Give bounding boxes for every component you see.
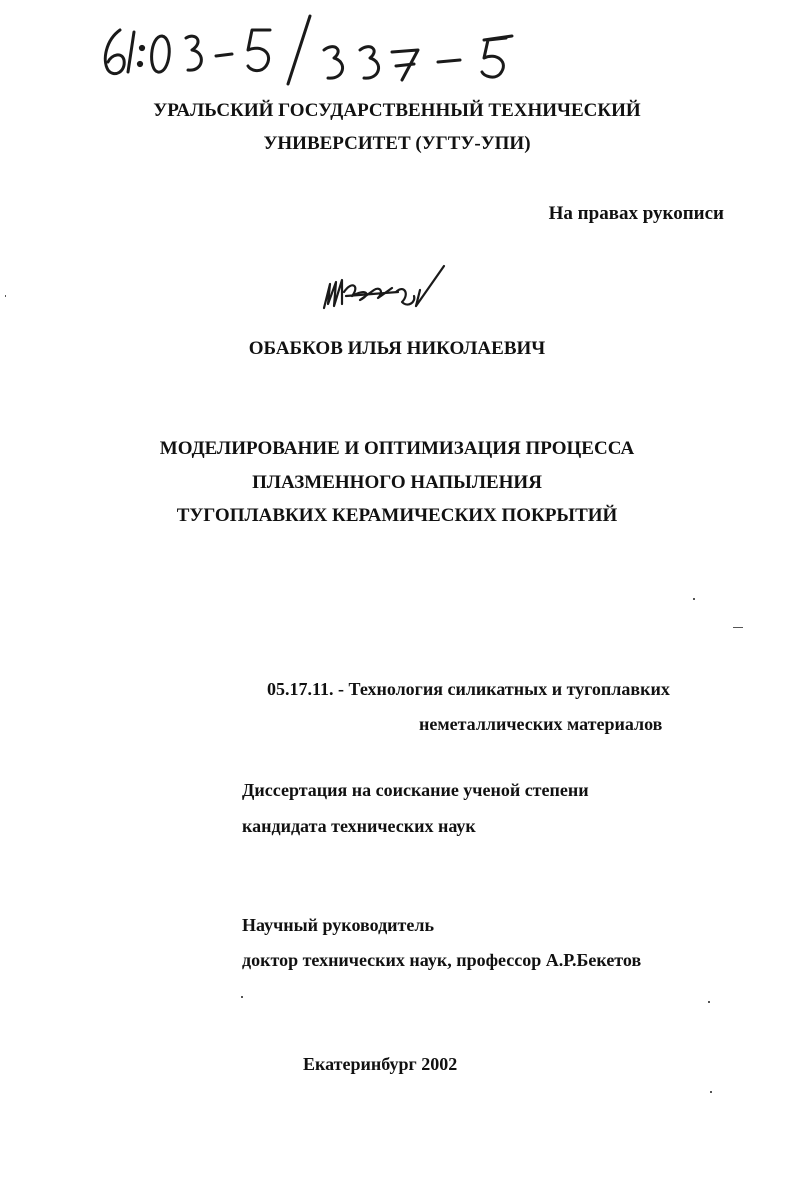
- scan-speck: [708, 1001, 710, 1003]
- degree-line-1: Диссертация на соискание ученой степени: [242, 780, 589, 800]
- specialty-line-2: неметаллических материалов: [419, 714, 663, 734]
- scan-speck: [5, 295, 6, 297]
- degree-line-2: кандидата технических наук: [242, 816, 476, 836]
- rights-note: На правах рукописи: [548, 203, 724, 224]
- institution-line-2: УНИВЕРСИТЕТ (УГТУ-УПИ): [263, 133, 531, 154]
- supervisor-label: Научный руководитель: [242, 915, 434, 935]
- handwritten-archive-number: [92, 10, 572, 90]
- author-name: ОБАБКОВ ИЛЬЯ НИКОЛАЕВИЧ: [248, 338, 546, 359]
- institution-line-1: УРАЛЬСКИЙ ГОСУДАРСТВЕННЫЙ ТЕХНИЧЕСКИЙ: [153, 100, 641, 121]
- specialty-line-1: 05.17.11. - Технология силикатных и тугоплавких: [267, 679, 670, 699]
- scan-speck: [710, 1091, 712, 1093]
- supervisor-name: доктор технических наук, профессор А.Р.Бекетов: [242, 950, 642, 970]
- scan-speck: [693, 598, 695, 600]
- title-line-1: МОДЕЛИРОВАНИЕ И ОПТИМИЗАЦИЯ ПРОЦЕССА: [159, 438, 635, 459]
- title-line-2: ПЛАЗМЕННОГО НАПЫЛЕНИЯ: [252, 472, 542, 493]
- city-year: Екатеринбург 2002: [303, 1054, 458, 1074]
- scan-speck: [733, 627, 743, 628]
- author-signature: [312, 262, 452, 322]
- scan-speck: [241, 996, 243, 998]
- title-line-3: ТУГОПЛАВКИХ КЕРАМИЧЕСКИХ ПОКРЫТИЙ: [176, 505, 618, 526]
